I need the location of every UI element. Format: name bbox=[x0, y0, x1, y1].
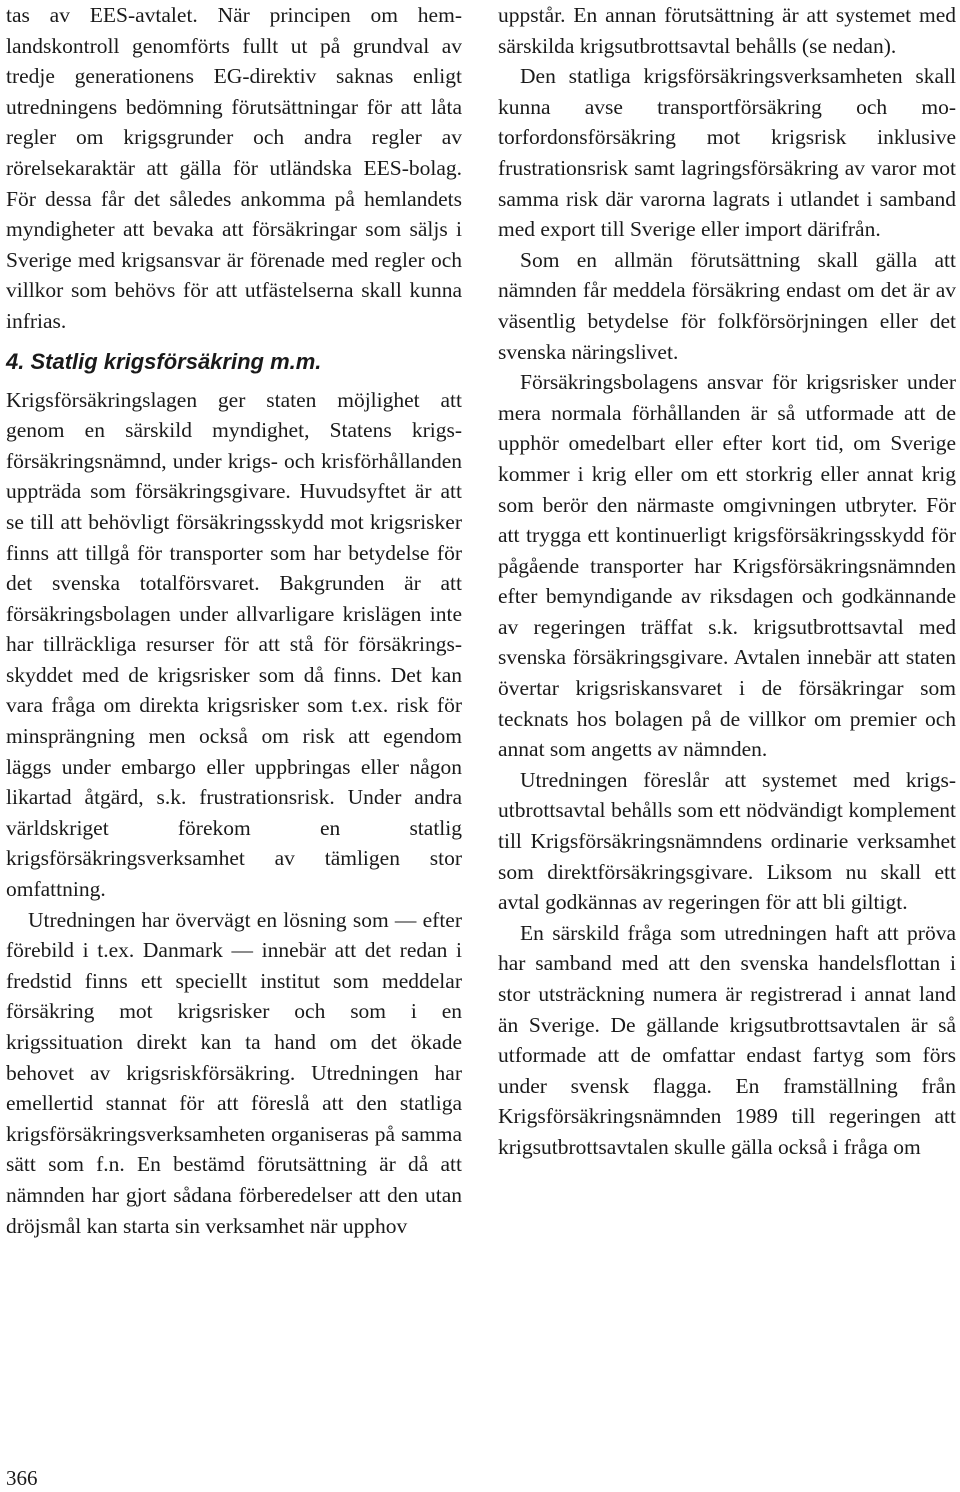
right-paragraph-5: Utredningen föreslår att systemet med krigsutbrottsavtal behålls som ett nödvändigt komplement till Krigsförsäkringsnämndens ordinarie verksamhet som direktförsäkringsgivare. Liksom nu skall ett avtal godkännas av regeringen för att bli giltigt. bbox=[498, 767, 956, 915]
page-number: 366 bbox=[6, 1466, 38, 1490]
section-heading: 4. Statlig krigsförsäkring m.m. bbox=[6, 348, 322, 374]
right-paragraph-4: Försäkringsbolagens ansvar för krigsrisker under mera normala förhållanden är så utformade att de upphör omedelbart eller efter kort tid, om Sverige kommer i krig eller om ett storkrig eller annat krig som berör den närmaste omgivningen utbryter. För att trygga ett kontinuerligt krigsförsäkringsskydd för pågående transporter har Krigsförsäkringsnämnden efter bemyndigande av riksdagen och godkännande av regeringen träffat s.k. krigsutbrottsavtal med svenska försäkringsgivare. Avtalen innebär att staten övertar krigsriskansvaret i de försäkringar som tecknats hos bolagen på de villkor om premier och annat som angetts av nämnden. bbox=[498, 370, 956, 762]
right-paragraph-2: Den statliga krigsförsäkringsverksamheten skall kunna avse transportförsäkring och motorfordonsförsäkring mot krigsrisk inklusive frustrationsrisk samt lagringsförsäkring av varor mot samma risk där varorna lagrats i utlandet i samband med export till Sverige eller import därifrån. bbox=[498, 64, 956, 242]
right-column bbox=[498, 0, 956, 1163]
right-paragraph-1: uppstår. En annan förutsättning är att systemet med särskilda krigsutbrottsavtal behålls (se nedan). bbox=[498, 3, 956, 58]
left-paragraph-3: Utredningen har övervägt en lösning som — efter förebild i t.ex. Danmark — innebär att det redan i fredstid finns ett speciellt institut som meddelar försäkring mot krigsrisker och som i en krigssituation direkt kan ta hand om det ökade behovet av krigsriskförsäkring. Utredningen har emellertid stannat för att föreslå att den statliga krigsförsäkringsverksamheten organiseras på samma sätt som f.n. En bestämd förutsättning är då att nämnden har gjort sådana förberedelser att den utan dröjsmål kan starta sin verksamhet när upphov bbox=[6, 907, 462, 1238]
right-paragraph-6: En särskild fråga som utredningen haft att pröva har samband med att den svenska handelsflottan i stor utsträckning numera är registrerad i annat land än Sverige. De gällande krigsutbrottsavtalen är så utformade att de omfattar endast fartyg som förs under svensk flagga. En framställning från Krigsförsäkringsnämnden 1989 till regeringen att krigsutbrottsavtalen skulle gälla också i fråga om bbox=[498, 920, 956, 1159]
left-paragraph-2: Krigsförsäkringslagen ger staten möjlighet att genom en särskild myndighet, Statens krigsförsäkringsnämnd, under krigs- och krisförhållanden uppträda som försäkringsgivare. Huvudsyftet är att se till att behövligt försäkringsskydd mot krigsrisker finns att tillgå för transporter som har betydelse för det svenska totalförsvaret. Bakgrunden är att försäkringsbolagen under allvarligare krislägen inte har tillräckliga resurser för att stå för försäkringsskyddet med de krigsrisker som då finns. Det kan vara fråga om direkta krigsrisker som t.ex. risk för minsprängning men också om risk att egendom läggs under embargo eller uppbringas eller någon likartad åtgärd, s.k. frustrationsrisk. Under andra världskriget förekom en statlig krigsförsäkringsverksamhet av tämligen stor omfattning. bbox=[6, 387, 462, 902]
left-paragraph-1: tas av EES-avtalet. När principen om hemlandskontroll genomförts fullt ut på grundval av tredje generationens EG-direktiv saknas enligt utredningens bedömning förutsättningar för att låta regler om krigsgrunder och andra regler av rörelsekaraktär att gälla för utländska EES-bolag. För dessa får det således ankomma på hemlandets myndigheter att bevaka att försäkringar som säljs i Sverige med krigsansvar är förenade med regler och villkor som behövs för att utfästelserna skall kunna infrias. bbox=[6, 3, 462, 333]
left-column bbox=[6, 0, 462, 1241]
right-paragraph-3: Som en allmän förutsättning skall gälla att nämnden får meddela försäkring endast om det är av väsentlig betydelse för folkförsörjningen eller det svenska näringslivet. bbox=[498, 247, 956, 364]
